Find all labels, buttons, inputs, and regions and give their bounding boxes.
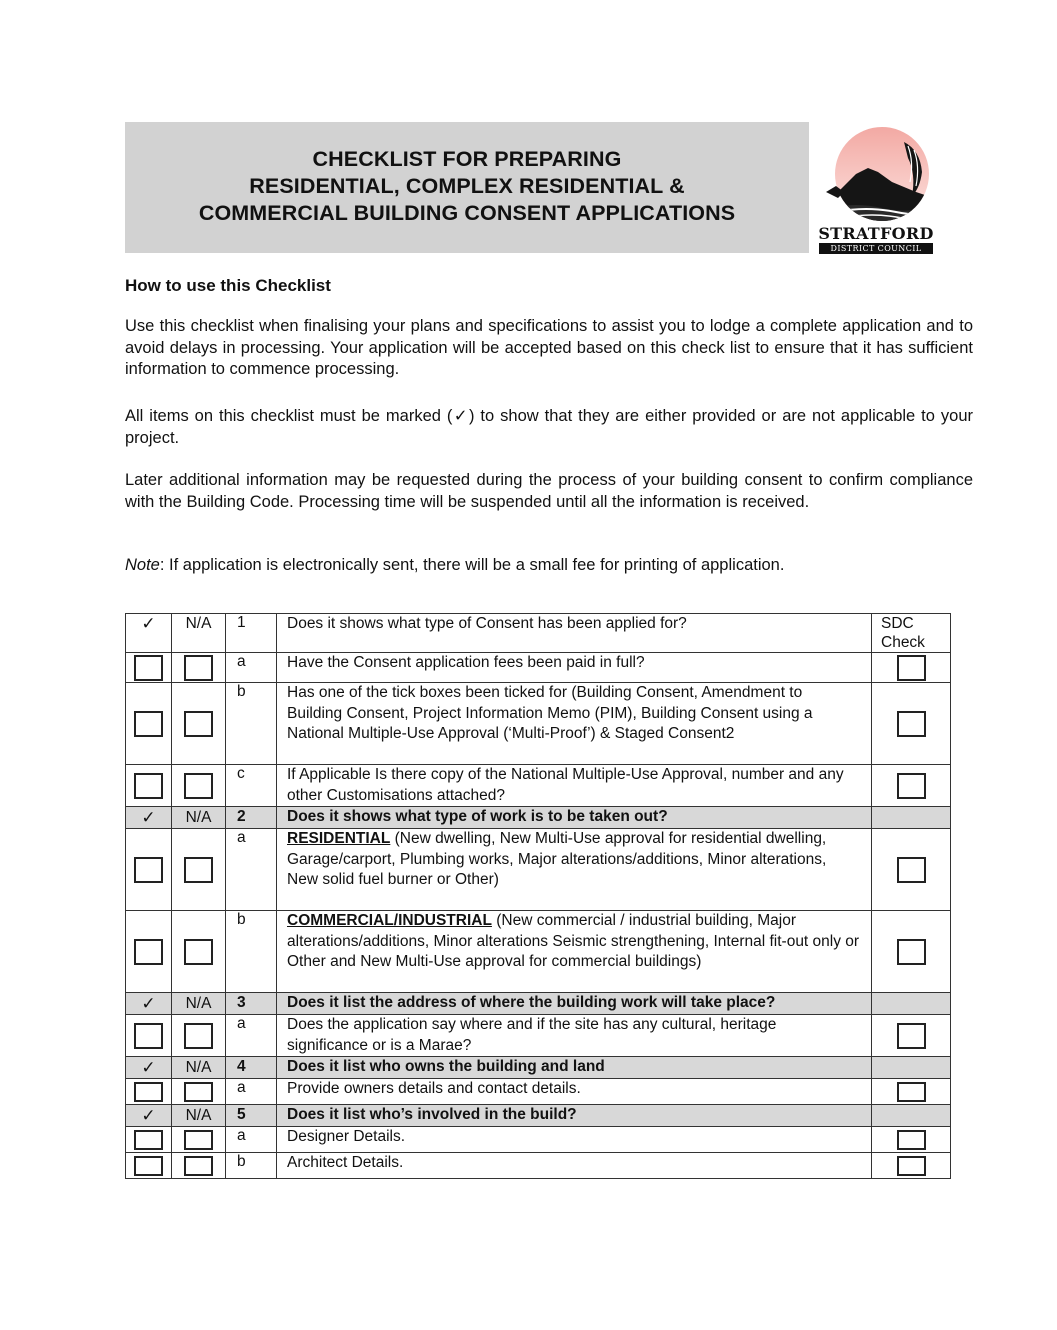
provided-cell [126,1153,172,1179]
provided-checkbox[interactable] [134,655,163,681]
provided-cell [126,765,172,807]
section-number: 5 [226,1105,277,1127]
sdc-cell [872,765,951,807]
item-category-label: COMMERCIAL/INDUSTRIAL [287,912,492,929]
title-banner [125,122,809,253]
sdc-checkbox[interactable] [897,1023,926,1049]
section-question: Does it shows what type of work is to be taken out? [277,807,872,829]
section-question: Does it list the address of where the building work will take place? [277,993,872,1015]
checklist-item-row [126,1153,951,1179]
na-cell [172,683,226,765]
sdc-cell [872,653,951,683]
checklist-item-row [126,765,951,807]
provided-checkbox[interactable] [134,1082,163,1102]
provided-checkbox[interactable] [134,711,163,737]
item-description: (New dwelling, New Multi-Use approval for residential dwelling, Garage/carport, Plumbing works, Major alterations/additions, Minor alterations, New solid fuel burner or Other) [287,830,827,888]
tick-mark-icon: ✓ [452,407,469,425]
not-applicable-checkbox[interactable] [184,939,213,965]
sdc-cell [872,1015,951,1057]
sdc-cell [872,1127,951,1153]
sdc-check-empty [872,993,951,1015]
sdc-checkbox[interactable] [897,857,926,883]
item-letter: a [226,1127,277,1153]
logo-subtitle: DISTRICT COUNCIL [819,243,933,254]
not-applicable-checkbox[interactable] [184,711,213,737]
p2-text-after: ) to show that they are either provided or are not applicable to your project. [125,407,973,447]
intro-paragraph-1: Use this checklist when finalising your plans and specifications to assist you to lodge a complete application and to avoid delays in processing. Your application will be accepted based on this check list to ensure that it has sufficient information to commence processing. [125,317,973,378]
item-text: Has one of the tick boxes been ticked for (Building Consent, Amendment to Building Consent, Project Information Memo (PIM), Building Consent using a National Multiple-Use Approval (‘Multi-Proof’) & Staged Consent2 [277,683,872,765]
na-cell [172,829,226,911]
item-letter: b [226,911,277,993]
sdc-checkbox[interactable] [897,939,926,965]
sdc-cell [872,1079,951,1105]
sdc-checkbox[interactable] [897,655,926,681]
item-letter: a [226,829,277,911]
provided-cell [126,683,172,765]
item-text: If Applicable Is there copy of the National Multiple-Use Approval, number and any other Customisations attached? [277,765,872,807]
tick-header-icon: ✓ [126,807,172,829]
sdc-check-empty [872,1105,951,1127]
na-header: N/A [172,614,226,653]
item-letter: b [226,1153,277,1179]
item-text [277,911,872,993]
sdc-checkbox[interactable] [897,1156,926,1176]
item-text: Designer Details. [277,1127,872,1153]
title-line-3: COMMERCIAL BUILDING CONSENT APPLICATIONS [198,201,736,225]
section-number: 3 [226,993,277,1015]
provided-cell [126,653,172,683]
council-logo-icon [816,122,936,226]
checklist-item-row [126,1127,951,1153]
na-cell [172,1153,226,1179]
provided-checkbox[interactable] [134,1023,163,1049]
sdc-checkbox[interactable] [897,773,926,799]
section-question: Does it list who’s involved in the build? [277,1105,872,1127]
intro-paragraph-3: Later additional information may be requested during the process of your building consent to confirm compliance with the Building Code. Processing time will be suspended until all the information is received. [125,471,973,511]
na-header: N/A [172,1105,226,1127]
section-row [126,807,951,829]
item-text: Provide owners details and contact details. [277,1079,872,1105]
section-question: Does it shows what type of Consent has been applied for? [277,614,872,653]
na-cell [172,911,226,993]
section-row [126,614,951,653]
item-text [277,829,872,911]
provided-checkbox[interactable] [134,773,163,799]
sdc-cell [872,829,951,911]
provided-checkbox[interactable] [134,1130,163,1150]
item-letter: a [226,1015,277,1057]
na-header: N/A [172,807,226,829]
note-line [125,556,784,575]
na-cell [172,653,226,683]
sdc-checkbox[interactable] [897,711,926,737]
section-row [126,1105,951,1127]
not-applicable-checkbox[interactable] [184,1130,213,1150]
not-applicable-checkbox[interactable] [184,773,213,799]
not-applicable-checkbox[interactable] [184,1023,213,1049]
item-letter: b [226,683,277,765]
section-question: Does it list who owns the building and land [277,1057,872,1079]
section-heading: How to use this Checklist [125,276,331,295]
tick-header-icon: ✓ [126,614,172,653]
checklist-item-row [126,1015,951,1057]
council-logo [816,122,936,256]
item-description: (New commercial / industrial building, Major alterations/additions, Minor alterations Seismic strengthening, Internal fit-out only or Other and New Multi-Use approval for commercial buildings) [287,912,860,970]
na-cell [172,765,226,807]
na-cell [172,1015,226,1057]
not-applicable-checkbox[interactable] [184,1082,213,1102]
item-letter: a [226,1079,277,1105]
section-number: 2 [226,807,277,829]
item-text: Architect Details. [277,1153,872,1179]
sdc-check-empty [872,807,951,829]
provided-cell [126,1015,172,1057]
section-row [126,1057,951,1079]
provided-checkbox[interactable] [134,939,163,965]
section-number: 4 [226,1057,277,1079]
tick-header-icon: ✓ [126,1105,172,1127]
provided-cell [126,829,172,911]
section-row [126,993,951,1015]
item-letter: a [226,653,277,683]
sdc-checkbox[interactable] [897,1082,926,1102]
na-header: N/A [172,1057,226,1079]
na-header: N/A [172,993,226,1015]
p2-text-before: All items on this checklist must be marked ( [125,407,453,425]
checklist-table [125,613,951,1179]
provided-checkbox[interactable] [134,857,163,883]
logo-name: STRATFORD [818,224,934,243]
item-category-label: RESIDENTIAL [287,830,391,847]
sdc-cell [872,1153,951,1179]
intro-paragraph-2 [125,406,973,449]
sdc-check-empty [872,1057,951,1079]
provided-checkbox[interactable] [134,1156,163,1176]
provided-cell [126,911,172,993]
na-cell [172,1079,226,1105]
checklist-item-row [126,653,951,683]
checklist-item-row [126,1079,951,1105]
na-cell [172,1127,226,1153]
sdc-cell [872,683,951,765]
item-letter: c [226,765,277,807]
not-applicable-checkbox[interactable] [184,655,213,681]
checklist-item-row [126,911,951,993]
item-text: Does the application say where and if the site has any cultural, heritage significance or is a Marae? [277,1015,872,1057]
item-text: Have the Consent application fees been paid in full? [277,653,872,683]
provided-cell [126,1079,172,1105]
checklist-item-row [126,829,951,911]
checklist-item-row [126,683,951,765]
sdc-check-header: SDC Check [872,614,951,653]
section-number: 1 [226,614,277,653]
note-label: Note [125,556,160,574]
title-line-1: CHECKLIST FOR PREPARING [312,147,622,171]
provided-cell [126,1127,172,1153]
sdc-checkbox[interactable] [897,1130,926,1150]
title-line-2: RESIDENTIAL, COMPLEX RESIDENTIAL & [249,174,685,198]
note-text: : If application is electronically sent, there will be a small fee for printing of application. [159,556,785,574]
not-applicable-checkbox[interactable] [184,1156,213,1176]
sdc-cell [872,911,951,993]
tick-header-icon: ✓ [126,1057,172,1079]
tick-header-icon: ✓ [126,993,172,1015]
not-applicable-checkbox[interactable] [184,857,213,883]
